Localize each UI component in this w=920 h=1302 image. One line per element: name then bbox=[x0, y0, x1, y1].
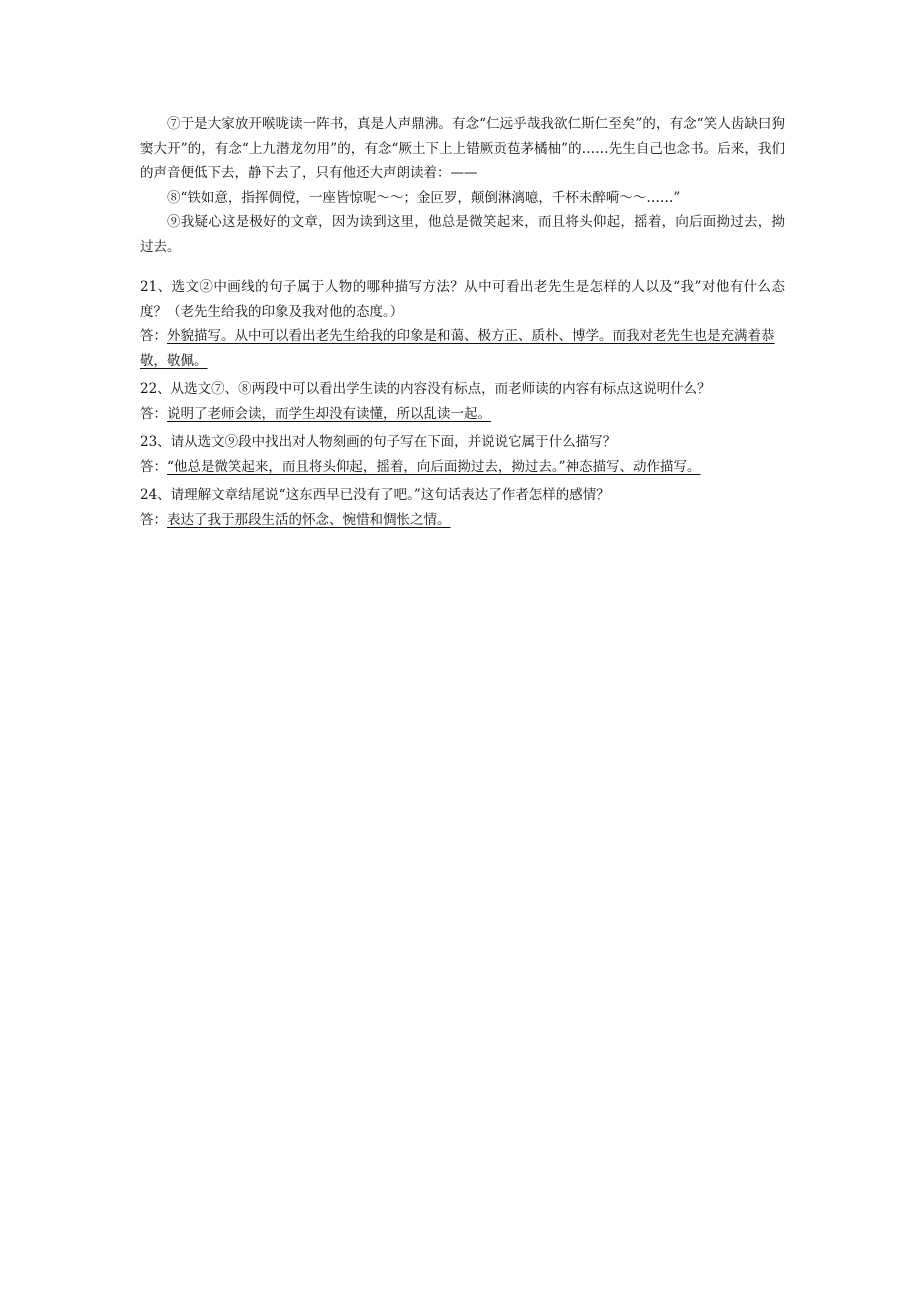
answer-22-text: 说明了老师会读，而学生却没有读懂，所以乱读一起。 bbox=[167, 405, 491, 422]
answer-prefix: 答： bbox=[140, 458, 167, 475]
answer-21-text: 外貌描写。从中可以看出老先生给我的印象是和蔼、极方正、质朴、博学。而我对老先生也是充满着恭敬，敬佩。 bbox=[140, 328, 775, 369]
answer-23 bbox=[140, 455, 785, 480]
question-23: 23、请从选文⑨段中找出对人物刻画的句子写在下面，并说说它属于什么描写？ bbox=[140, 434, 617, 450]
paragraph-8: ⑧“铁如意，指挥倜傥，一座皆惊呢～～；金叵罗，颠倒淋漓噫，千杯未醉嗬～～……” bbox=[167, 189, 681, 206]
answer-22 bbox=[140, 402, 785, 427]
question-block-23 bbox=[140, 430, 785, 479]
answer-prefix: 答： bbox=[140, 511, 167, 528]
answer-prefix: 答： bbox=[140, 405, 167, 422]
question-21: 21、选文②中画线的句子属于人物的哪种描写方法？从中可看出老先生是怎样的人以及“我”对他有什么态度？（老先生给我的印象及我对他的态度。） bbox=[140, 279, 785, 320]
question-block-21 bbox=[140, 275, 785, 373]
answer-23-text: “他总是微笑起来，而且将头仰起，摇着，向后面拗过去，拗过去。”神态描写、动作描写。 bbox=[167, 458, 701, 475]
answer-24-text: 表达了我于那段生活的怀念、惋惜和惆怅之情。 bbox=[167, 511, 451, 528]
question-22: 22、从选文⑦、⑧两段中可以看出学生读的内容没有标点，而老师读的内容有标点这说明什么？ bbox=[140, 381, 711, 397]
question-block-24 bbox=[140, 483, 785, 532]
paragraph-9: ⑨我疑心这是极好的文章，因为读到这里，他总是微笑起来，而且将头仰起，摇着，向后面拗过去，拗过去。 bbox=[140, 214, 785, 255]
question-block-22 bbox=[140, 377, 785, 426]
section-gap bbox=[140, 259, 785, 275]
paragraph-7: ⑦于是大家放开喉咙读一阵书，真是人声鼎沸。有念“仁远乎哉我欲仁斯仁至矣”的，有念“笑人齿缺曰狗窦大开”的，有念“上九潜龙勿用”的，有念“厥土下上上错厥贡苞茅橘柚”的……先生自己也念书。后来，我们的声音便低下去，静下去了，只有他还大声朗读着：—— bbox=[140, 116, 785, 181]
question-24: 24、请理解文章结尾说“这东西早已没有了吧。”这句话表达了作者怎样的感情？ bbox=[140, 487, 610, 503]
answer-prefix: 答： bbox=[140, 328, 167, 344]
answer-21 bbox=[140, 324, 785, 373]
answer-24 bbox=[140, 508, 785, 533]
document-page bbox=[140, 112, 785, 536]
